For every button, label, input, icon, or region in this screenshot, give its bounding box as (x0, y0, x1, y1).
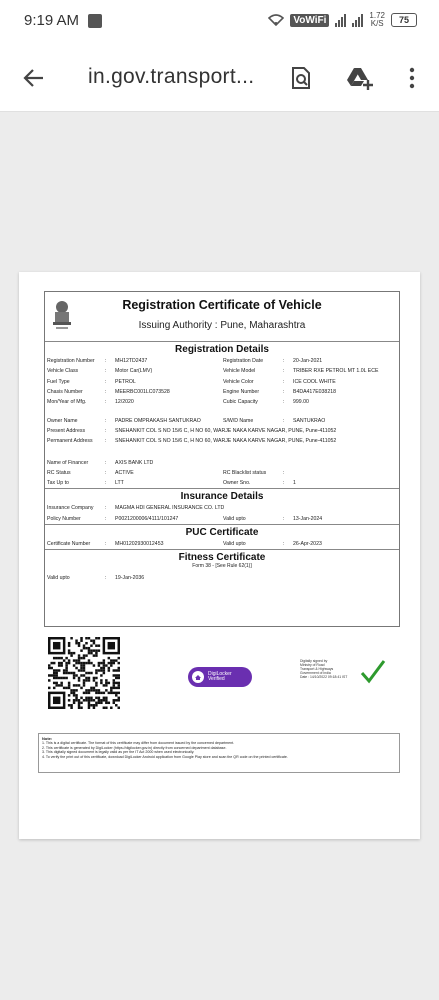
certificate-title: Registration Certificate of Vehicle (122, 298, 322, 312)
back-button[interactable] (18, 62, 50, 94)
field-label: Insurance Company (47, 505, 94, 512)
field-value: MH01202930012453 (115, 541, 164, 547)
field-label: Cubic Capacity (223, 399, 258, 406)
field-value: 19-Jan-2036 (115, 575, 145, 582)
field-label: Present Address (47, 427, 86, 434)
digilocker-verified-badge (188, 667, 252, 687)
signature-line: Government of India (300, 671, 331, 675)
field-label: Valid upto (223, 541, 246, 547)
field-label: RC Status (47, 469, 71, 476)
note-item: 3. This digitally signed document is legally valid as per the IT Act 2000 when used electronically. (42, 750, 195, 755)
field-label: Valid upto (47, 575, 70, 582)
colon: : (283, 399, 285, 406)
signature-line: Transport & Highways (300, 667, 334, 671)
field-value: MEERBC001LC073528 (115, 389, 170, 396)
policy-row (45, 514, 399, 524)
url-text[interactable]: in.gov.transport... (88, 65, 255, 88)
registration-rows (45, 356, 399, 407)
checkmark-icon (360, 659, 386, 685)
notes-list (42, 741, 396, 759)
puc-row (45, 539, 399, 549)
colon: : (105, 541, 107, 547)
field-value: P0021200006/4111/101247 (115, 515, 179, 522)
present-address-row (45, 426, 399, 436)
puc-heading: PUC Certificate (185, 526, 259, 538)
digital-signature (300, 659, 388, 691)
status-bar (0, 0, 439, 44)
note-item: 2. This certificate is generated by DigiLocker (https://digilocker.gov.in) directly from concerned department database. (42, 745, 227, 750)
colon: : (105, 417, 107, 424)
colon: : (283, 358, 285, 365)
field-value: 20-Jan-2021 (293, 358, 323, 365)
field-label: Vehicle Class (47, 368, 79, 375)
add-to-drive-button[interactable] (344, 62, 376, 94)
field-value: MAGMA HDI GENERAL INSURANCE CO. LTD (115, 505, 225, 512)
colon: : (105, 427, 107, 434)
colon: : (283, 417, 285, 424)
signal-icon-2 (352, 13, 363, 27)
colon: : (105, 368, 107, 375)
battery-icon: 75 (391, 13, 417, 27)
speed-unit: K/S (370, 19, 384, 28)
registration-details-heading: Registration Details (175, 344, 269, 355)
colon: : (283, 389, 285, 396)
field-label: Valid upto (223, 515, 246, 522)
digilocker-verified-label: Verified (208, 676, 225, 682)
field-label: Tax Up to (47, 480, 69, 487)
detail-row (45, 397, 399, 407)
detail-row (45, 478, 399, 488)
field-label: Registration Date (223, 358, 264, 365)
fitness-row (45, 573, 399, 583)
signal-icon (335, 13, 346, 27)
colon: : (105, 515, 107, 522)
detail-row (45, 387, 399, 397)
field-value: 26-Apr-2023 (293, 541, 322, 547)
colon: : (105, 480, 107, 487)
field-value: ICE COOL WHITE (293, 378, 336, 385)
detail-row (45, 366, 399, 376)
notes-title: Note: (42, 736, 53, 741)
colon: : (105, 399, 107, 406)
notification-icon (88, 14, 102, 28)
colon: : (105, 575, 107, 582)
field-label: Owner Name (47, 417, 78, 424)
colon: : (283, 368, 285, 375)
fitness-heading: Fitness Certificate (178, 552, 266, 564)
colon: : (283, 515, 285, 522)
field-label: Policy Number (47, 515, 81, 522)
network-speed (369, 12, 385, 28)
colon: : (105, 469, 107, 476)
fitness-form: Form 38 - [See Rule 62(1)] (192, 563, 252, 570)
colon: : (105, 459, 107, 466)
vowifi-badge: VoWiFi (290, 14, 329, 27)
field-value: 1 (293, 480, 296, 487)
issuing-authority: Issuing Authority : Pune, Maharashtra (138, 320, 306, 331)
field-label: Chasis Number (47, 389, 83, 396)
field-label: RC Blacklist status (223, 469, 267, 476)
colon: : (105, 358, 107, 365)
field-label: S/W/D Name (223, 417, 254, 424)
note-item: 4. To verify the print out of this certificate, download DigiLocker Android application from Google Play store and scan the QR code on the printed certificate. (42, 754, 288, 759)
back-arrow-icon (23, 67, 45, 89)
digilocker-label: DigiLocker (208, 670, 232, 677)
field-value: PADRE OMPRAKASH SANTUKRAO (115, 417, 201, 424)
detail-row (45, 468, 399, 478)
browser-toolbar (0, 44, 439, 112)
colon: : (105, 438, 107, 445)
certificate (44, 291, 400, 627)
field-value: SANTUKRAO (293, 417, 326, 424)
detail-row (45, 377, 399, 387)
field-value: LTT (115, 480, 124, 487)
speed-value: 1.72 (369, 11, 385, 20)
permanent-address-row (45, 436, 399, 446)
field-value: MH12TD2437 (115, 358, 148, 365)
add-to-drive-icon (346, 66, 374, 90)
signature-line: Ministry of Road (300, 663, 325, 667)
colon: : (283, 480, 285, 487)
status-time: 9:19 AM (24, 12, 80, 29)
field-label: Registration Number (47, 358, 95, 365)
field-value: 13-Jan-2024 (293, 515, 323, 522)
notes-box (38, 733, 400, 773)
find-in-page-icon (290, 66, 312, 90)
wifi-icon (268, 14, 284, 26)
signature-line: Digitally signed by (300, 659, 328, 663)
colon: : (105, 378, 107, 385)
field-label: Vehicle Color (223, 378, 254, 385)
field-value: 999.00 (293, 399, 309, 406)
qr-code (48, 637, 120, 709)
colon: : (105, 505, 107, 512)
certificate-header (45, 292, 399, 342)
colon: : (283, 469, 285, 476)
colon: : (105, 389, 107, 396)
more-vert-icon (408, 67, 416, 89)
colon: : (283, 378, 285, 385)
signature-line: Date : 14/10/2022 09:18:41 IST (300, 675, 348, 679)
field-label: Fuel Type (47, 378, 70, 385)
field-value: 12/2020 (115, 399, 134, 406)
field-value: SNEHANKIT COL S NO 15/6 C, H NO 60, WARJE NAKA KARVE NAGAR, PUNE, Pune-411052 (115, 438, 337, 445)
field-value: Motor Car(LMV) (115, 368, 153, 375)
owner-row (45, 415, 399, 425)
insurance-company-row (45, 503, 399, 513)
field-value: AXIS BANK LTD (115, 459, 154, 466)
insurance-heading: Insurance Details (180, 491, 264, 503)
signature-text (300, 659, 352, 679)
more-options-button[interactable] (396, 62, 428, 94)
field-value: ACTIVE (115, 469, 134, 476)
field-label: Name of Financer (47, 459, 89, 466)
status-icons (268, 12, 417, 28)
field-value: SNEHANKIT COL S NO 15/6 C, H NO 60, WARJE NAKA KARVE NAGAR, PUNE, Pune-411052 (115, 427, 337, 434)
field-label: Permanent Address (47, 438, 93, 445)
detail-row (45, 457, 399, 467)
field-label: Certificate Number (47, 541, 91, 547)
other-rows (45, 457, 399, 488)
colon: : (283, 541, 285, 547)
pdf-page (19, 272, 420, 839)
find-in-page-button[interactable] (285, 62, 317, 94)
field-label: Vehicle Model (223, 368, 256, 375)
field-value: TRIBER RXE PETROL MT 1.0L ECE (293, 368, 379, 375)
digilocker-icon (192, 671, 204, 683)
field-label: Engine Number (223, 389, 260, 396)
field-value: B4DA417E038218 (293, 389, 336, 396)
field-label: Mon/Year of Mfg. (47, 399, 87, 406)
field-label: Owner Sno. (223, 480, 251, 487)
field-value: PETROL (115, 378, 136, 385)
detail-row (45, 356, 399, 366)
note-item: 1. This is a digital certificate. The format of this certificate may differ from document issued by the concerned department. (42, 741, 235, 746)
